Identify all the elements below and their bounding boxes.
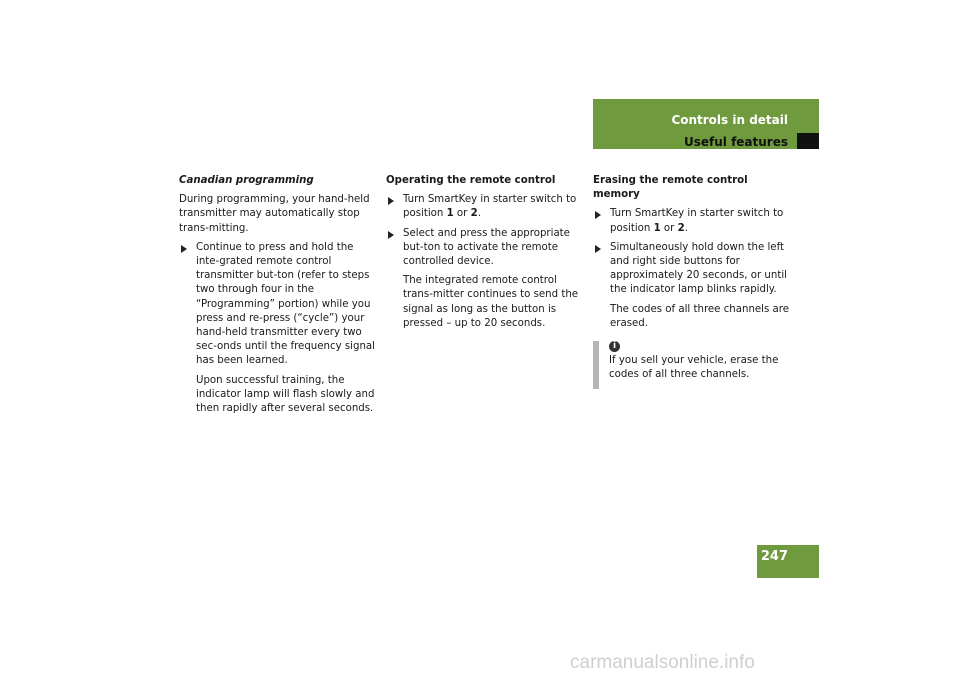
step-text: Simultaneously hold down the left and right side buttons for approximately 20 seconds, or until the indicator lamp blinks rapidly. <box>610 241 787 296</box>
heading-operating-remote: Operating the remote control <box>386 175 556 186</box>
step-item <box>386 193 584 221</box>
step-item <box>593 241 791 298</box>
watermark: carmanualsonline.info <box>570 652 755 673</box>
step-text: Select and press the appropriate but-ton to activate the remote controlled device. <box>403 227 570 268</box>
section-title: Controls in detail <box>671 113 788 127</box>
step-item <box>593 207 791 235</box>
header-marker <box>797 133 819 149</box>
result-note: Upon successful training, the indicator lamp will flash slowly and then rapidly after several seconds. <box>196 374 375 415</box>
section-subtitle: Useful features <box>683 135 788 149</box>
step-item <box>386 227 584 270</box>
heading-canadian-programming: Canadian programming <box>179 175 314 186</box>
arrow-bullet-icon <box>181 245 187 253</box>
result-note: The integrated remote control trans-mitter continues to send the signal as long as the button is pressed – up to 20 seconds. <box>403 275 579 329</box>
intro-text: During programming, your hand-held transmitter may automatically stop trans-mitting. <box>179 194 370 234</box>
note-bar <box>593 341 599 389</box>
info-text: If you sell your vehicle, erase the codes of all three channels. <box>609 355 779 381</box>
column-erasing-memory <box>593 174 791 389</box>
step-text: Continue to press and hold the inte-grated remote control transmitter but-ton (refer to steps two through four in the “Programming” portion) while you press and re-press (“cycle”) your hand-held transmitter every two sec-onds until the frequency signal has been learned. <box>196 241 375 367</box>
info-icon: i <box>609 341 620 352</box>
heading-erasing-memory: Erasing the remote control memory <box>593 175 748 201</box>
step-text: Turn SmartKey in starter switch to position 1 or 2. <box>610 208 784 234</box>
step-text: Turn SmartKey in starter switch to position 1 or 2. <box>403 194 577 220</box>
column-canadian-programming <box>179 174 377 421</box>
page-number: 247 <box>757 545 819 578</box>
column-operating-remote <box>386 174 584 336</box>
result-note: The codes of all three channels are erased. <box>610 303 790 329</box>
arrow-bullet-icon <box>595 211 601 219</box>
arrow-bullet-icon <box>388 197 394 205</box>
arrow-bullet-icon <box>388 231 394 239</box>
info-note <box>593 341 791 389</box>
arrow-bullet-icon <box>595 245 601 253</box>
step-item <box>179 241 377 369</box>
